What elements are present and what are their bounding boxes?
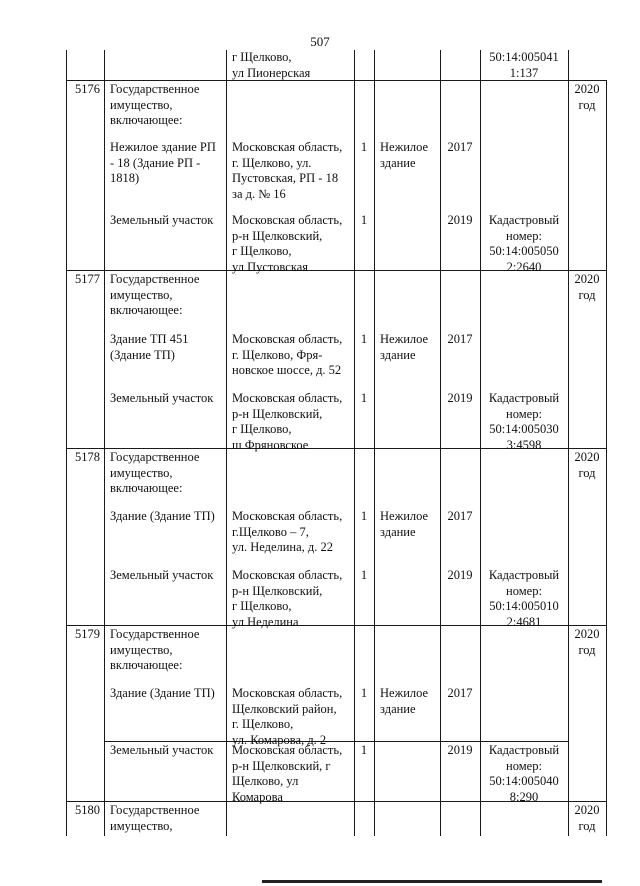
item-name: Здание ТП 451 (Здание ТП) [110, 332, 189, 362]
record-group: Государственное имущество, [110, 803, 200, 833]
item-cadastral: Кадастровый номер: 50:14:005040 8:290 [488, 743, 560, 804]
record-number: 5176 [75, 82, 100, 96]
item-cadastral: Кадастровый номер: 50:14:005050 2:2640 [488, 213, 560, 274]
record-number: 5177 [75, 272, 100, 286]
item-purpose: Нежилое здание [380, 332, 429, 362]
item-year: 2017 [447, 686, 473, 700]
record-year-basis: 2020 год [574, 82, 600, 112]
item-qty: 1 [360, 568, 368, 582]
item-name: Земельный участок [110, 568, 214, 582]
record-group: Государственное имущество, включающее: [110, 272, 200, 318]
item-name: Здание (Здание ТП) [110, 686, 215, 700]
record-group: Государственное имущество, включающее: [110, 82, 200, 128]
item-name: Земельный участок [110, 391, 214, 405]
item-qty: 1 [360, 213, 368, 227]
column-divider [66, 50, 67, 836]
item-year: 2019 [447, 391, 473, 405]
item-address: Московская область, р-н Щелковский, г Щелково, ул Пустовская [232, 213, 343, 274]
item-year: 2019 [447, 213, 473, 227]
item-cadastral: Кадастровый номер: 50:14:005030 3:4598 [488, 391, 560, 452]
item-qty: 1 [360, 391, 368, 405]
item-qty: 1 [360, 743, 368, 757]
record-number: 5179 [75, 627, 100, 641]
record-group: Государственное имущество, включающее: [110, 450, 200, 496]
item-year: 2017 [447, 332, 473, 346]
page-number: 507 [310, 34, 330, 49]
item-address: Московская область, р-н Щелковский, г Щелково, ул Комарова [232, 743, 343, 804]
item-year: 2017 [447, 509, 473, 523]
cell-address: г Щелково, ул Пионерская [232, 50, 311, 80]
column-divider [226, 50, 227, 836]
record-number: 5180 [75, 803, 100, 817]
item-year: 2019 [447, 743, 473, 757]
item-purpose: Нежилое здание [380, 140, 429, 170]
item-name: Земельный участок [110, 213, 214, 227]
item-address: Московская область, г. Щелково, Фря- новское шоссе, д. 52 [232, 332, 343, 378]
record-year-basis: 2020 год [574, 627, 600, 657]
record-year-basis: 2020 год [574, 272, 600, 302]
column-divider [568, 50, 569, 836]
column-divider [374, 50, 375, 836]
item-address: Московская область, р-н Щелковский, г Щелково, ул Неделина [232, 568, 343, 629]
item-qty: 1 [360, 140, 368, 154]
item-address: Московская область, г. Щелково, ул. Пустовская, РП - 18 за д. № 16 [232, 140, 343, 201]
record-number: 5178 [75, 450, 100, 464]
item-purpose: Нежилое здание [380, 686, 429, 716]
item-address: Московская область, р-н Щелковский, г Щелково, ш Фряновское [232, 391, 343, 452]
cell-cadastral: 50:14:005041 1:137 [489, 50, 559, 80]
column-divider [606, 80, 607, 836]
record-group: Государственное имущество, включающее: [110, 627, 200, 673]
item-year: 2017 [447, 140, 473, 154]
record-year-basis: 2020 год [574, 450, 600, 480]
item-year: 2019 [447, 568, 473, 582]
record-year-basis: 2020 год [574, 803, 600, 833]
page-edge-line [262, 880, 602, 883]
item-address: Московская область, г.Щелково – 7, ул. Неделина, д. 22 [232, 509, 343, 555]
item-name: Здание (Здание ТП) [110, 509, 215, 523]
item-purpose: Нежилое здание [380, 509, 429, 539]
item-qty: 1 [360, 332, 368, 346]
item-qty: 1 [360, 686, 368, 700]
item-qty: 1 [360, 509, 368, 523]
column-divider [104, 50, 105, 836]
item-name: Земельный участок [110, 743, 214, 757]
item-cadastral: Кадастровый номер: 50:14:005010 2:4681 [488, 568, 560, 629]
column-divider [440, 50, 441, 836]
item-address: Московская область, Щелковский район, г. Щелково, ул. Комарова, д. 2 [232, 686, 343, 747]
item-name: Нежилое здание РП - 18 (Здание РП - 1818) [110, 140, 216, 186]
